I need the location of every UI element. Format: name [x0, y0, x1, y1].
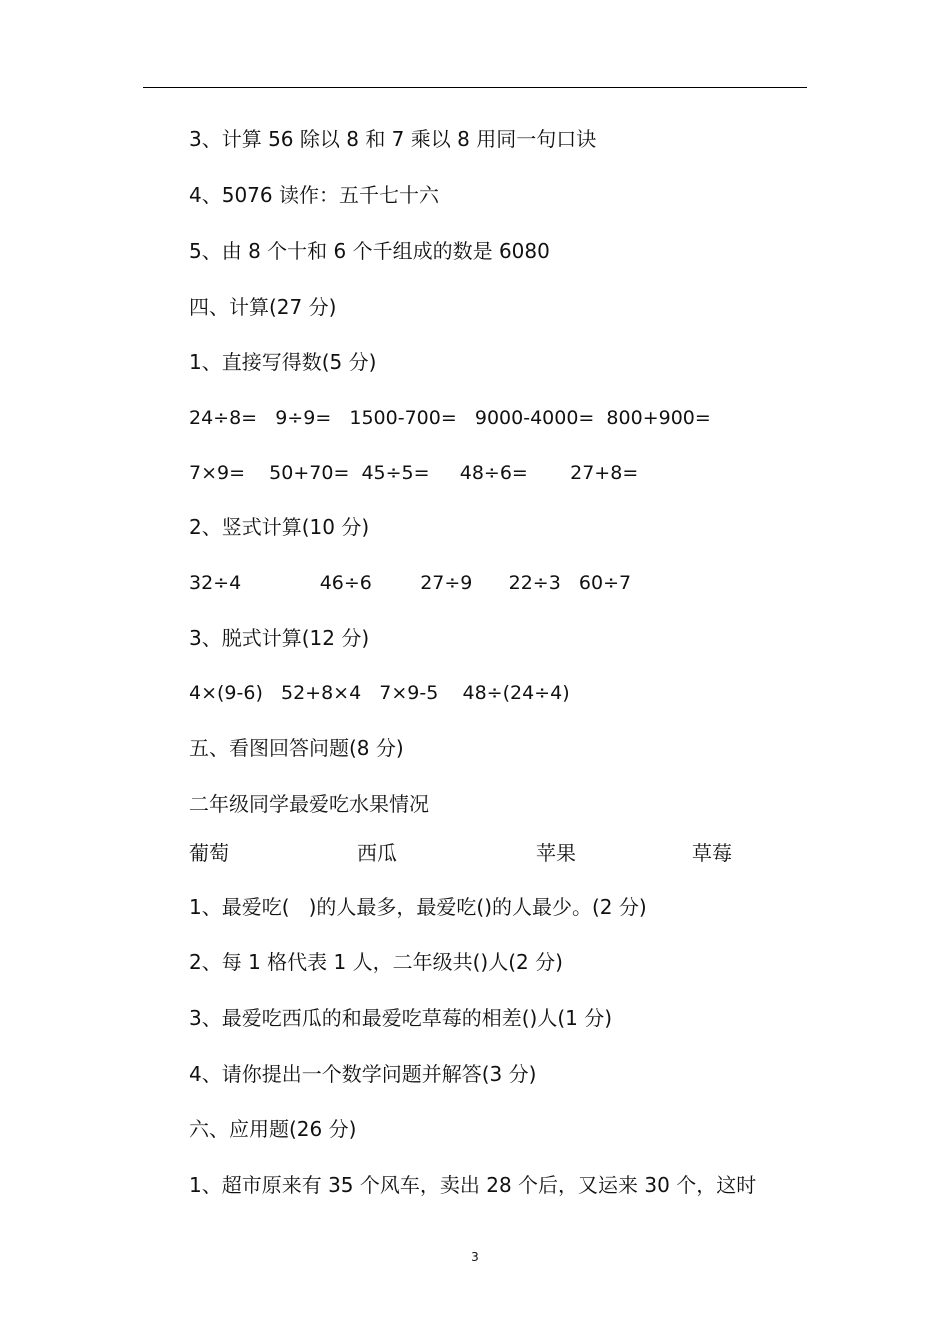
section-5-heading: 五、看图回答问题(8 分)	[189, 736, 404, 760]
fruit-label-grape: 葡萄	[189, 841, 229, 865]
problems-row-1: 24÷8= 9÷9= 1500-700= 9000-4000= 800+900=	[189, 407, 711, 429]
line-3-calc: 3、计算 56 除以 8 和 7 乘以 8 用同一句口诀	[189, 127, 597, 151]
fruit-label-watermelon: 西瓜	[357, 841, 397, 865]
section-4-heading: 四、计算(27 分)	[189, 295, 337, 319]
question-1: 1、最爱吃( )的人最多，最爱吃()的人最少。(2 分)	[189, 895, 647, 919]
question-2: 2、每 1 格代表 1 人，二年级共()人(2 分)	[189, 950, 563, 974]
line-4-read: 4、5076 读作：五千七十六	[189, 183, 439, 207]
question-4: 4、请你提出一个数学问题并解答(3 分)	[189, 1062, 537, 1086]
problems-row-3: 32÷4 46÷6 27÷9 22÷3 60÷7	[189, 572, 632, 594]
fruit-label-apple: 苹果	[536, 841, 576, 865]
page-number: 3	[471, 1250, 479, 1264]
word-problem-1: 1、超市原来有 35 个风车，卖出 28 个后，又运来 30 个，这时	[189, 1173, 757, 1197]
question-3: 3、最爱吃西瓜的和最爱吃草莓的相差()人(1 分)	[189, 1006, 613, 1030]
subsection-vertical-calc: 2、竖式计算(10 分)	[189, 515, 370, 539]
header-rule	[143, 87, 807, 88]
problems-row-2: 7×9= 50+70= 45÷5= 48÷6= 27+8=	[189, 462, 639, 484]
chart-caption: 二年级同学最爱吃水果情况	[189, 792, 429, 816]
line-5-compose: 5、由 8 个十和 6 个千组成的数是 6080	[189, 239, 550, 263]
section-6-heading: 六、应用题(26 分)	[189, 1117, 357, 1141]
subsection-direct-write: 1、直接写得数(5 分)	[189, 350, 377, 374]
subsection-step-calc: 3、脱式计算(12 分)	[189, 626, 370, 650]
fruit-label-strawberry: 草莓	[692, 841, 732, 865]
problems-row-4: 4×(9-6) 52+8×4 7×9-5 48÷(24÷4)	[189, 682, 570, 704]
